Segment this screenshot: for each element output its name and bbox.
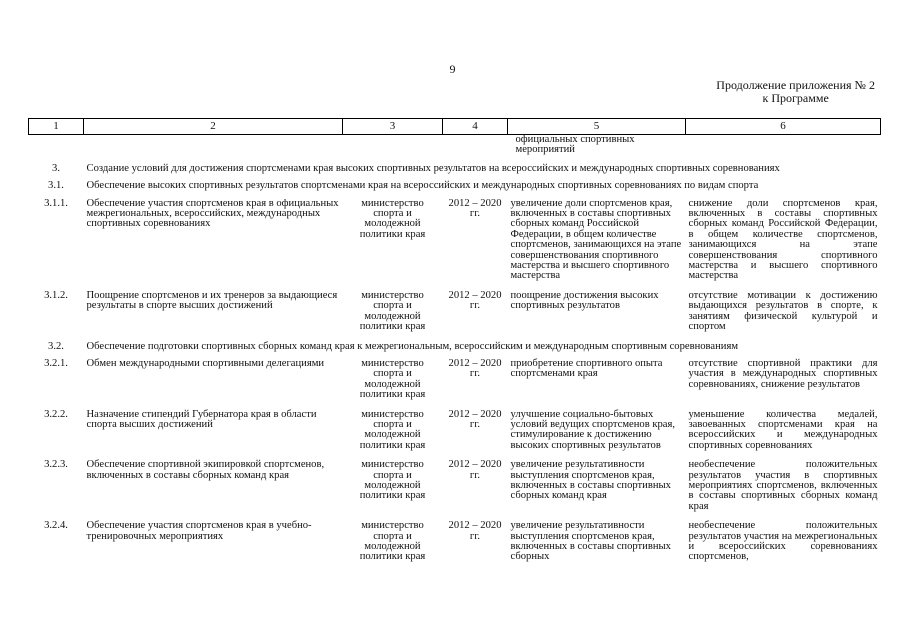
row-consequence: необеспечение положительных результатов участия на межрегиональных и всероссийских соревнованиях спортсменов,	[688, 520, 878, 563]
row-executor: министерство спорта и молодежной политики края	[359, 459, 426, 502]
row-number: 3.2.4.	[44, 520, 68, 532]
row-consequence: необеспечение положительных результатов участия в спортивных мероприятиях спортсменов, включенных в составы спортивных сборных команд края	[688, 459, 878, 512]
section-row	[29, 164, 881, 181]
section-row	[29, 342, 881, 359]
row-result: поощрение достижения высоких спортивных результатов	[510, 289, 659, 312]
column-header: 3	[343, 119, 443, 135]
row-period: 2012 – 2020 гг.	[448, 520, 502, 542]
row-number: 3.2.2.	[44, 408, 68, 420]
continuation-result: официальных спортивных мероприятий	[515, 134, 635, 156]
row-executor: министерство спорта и молодежной политики края	[359, 289, 426, 333]
row-number: 3.1.1.	[44, 197, 68, 209]
table-row	[29, 410, 881, 461]
row-period: 2012 – 2020 гг.	[448, 408, 502, 430]
row-period: 2012 – 2020 гг.	[448, 357, 502, 380]
row-executor: министерство спорта и молодежной политики края	[359, 408, 426, 451]
section-title: Обеспечение высоких спортивных результатов спортсменами края на всероссийских и международных спортивных соревнованиях по видам спорта	[86, 180, 759, 192]
row-consequence: уменьшение количества медалей, завоеванных спортсменами края на всероссийских и международных спортивных соревнованиях	[688, 408, 878, 451]
table-row	[29, 291, 881, 342]
row-consequence: снижение доли спортсменов края, включенных в составы спортивных сборных команд Российской Федерации, в общем количестве спортсменов, занимающихся на этапе совершенствования спортивного мастерства и высшего спортивного мастерства	[688, 197, 878, 282]
row-number: 3.2.1.	[44, 357, 68, 369]
row-activity: Обеспечение участия спортсменов края в учебно-тренировочных мероприятиях	[86, 520, 312, 542]
row-executor: министерство спорта и молодежной политики края	[359, 357, 426, 401]
row-consequence: отсутствие мотивации к достижению выдающихся результатов в спорте, к занятиям физической культурой и спортом	[688, 289, 878, 333]
table-row	[29, 199, 881, 291]
row-number: 3.1.2.	[44, 289, 68, 301]
section-number: 3.	[52, 162, 60, 174]
table-row	[29, 460, 881, 521]
appendix-header	[716, 79, 875, 105]
page-number: 9	[449, 62, 456, 76]
column-header: 4	[443, 119, 508, 135]
row-result: увеличение результативности выступления спортсменов края, включенных в составы спортивных сборных	[510, 520, 671, 563]
row-activity: Обмен международными спортивными делегациями	[86, 357, 325, 369]
column-header: 5	[508, 119, 686, 135]
row-period: 2012 – 2020 гг.	[448, 459, 502, 481]
appendix-title: Продолжение приложения № 2	[716, 78, 875, 92]
row-activity: Обеспечение спортивной экипировкой спортсменов, включенных в составы сборных команд края	[86, 459, 325, 481]
row-result: приобретение спортивного опыта спортсменами края	[510, 357, 663, 380]
section-row	[29, 181, 881, 198]
row-activity: Поощрение спортсменов и их тренеров за выдающиеся результаты в спорте высших достижений	[86, 289, 338, 312]
column-header: 2	[84, 119, 343, 135]
row-consequence: отсутствие спортивной практики для участия в международных спортивных соревнованиях, снижение результатов	[688, 357, 878, 390]
row-activity: Обеспечение участия спортсменов края в официальных межрегиональных, всероссийских, международных спортивных соревнованиях	[86, 197, 339, 230]
row-result: увеличение доли спортсменов края, включенных в составы спортивных сборных команд Российской Федерации, в общем количестве спортсменов, занимающихся на этапе совершенствования спортивного мастерства и высшего спортивного мастерства	[510, 197, 682, 282]
row-result: увеличение результативности выступления спортсменов края, включенных в составы спортивных сборных команд края	[510, 459, 671, 502]
section-number: 3.2.	[48, 340, 64, 352]
column-number-row	[29, 119, 881, 135]
section-number: 3.1.	[48, 180, 64, 192]
row-activity: Назначение стипендий Губернатора края в области спорта высших достижений	[86, 408, 317, 430]
table-row	[29, 521, 881, 572]
row-result: улучшение социально-бытовых условий ведущих спортсменов края, стимулирование к достижению высоких спортивных результатов	[510, 408, 676, 451]
section-title: Создание условий для достижения спортсменами края высоких спортивных результатов на всероссийских и международных спортивных соревнованиях	[86, 162, 780, 174]
row-number: 3.2.3.	[44, 459, 68, 471]
program-table	[28, 118, 881, 572]
column-header: 6	[686, 119, 881, 135]
row-executor: министерство спорта и молодежной политики края	[359, 520, 426, 563]
table-row	[29, 359, 881, 410]
section-title: Обеспечение подготовки спортивных сборных команд края к межрегиональным, всероссийским и международным спортивным соревнованиям	[86, 340, 739, 352]
continuation-row	[29, 135, 881, 164]
appendix-subtitle: к Программе	[762, 91, 829, 105]
row-executor: министерство спорта и молодежной политики края	[359, 197, 426, 240]
column-header: 1	[29, 119, 84, 135]
row-period: 2012 – 2020 гг.	[448, 197, 502, 220]
row-period: 2012 – 2020 гг.	[448, 289, 502, 312]
